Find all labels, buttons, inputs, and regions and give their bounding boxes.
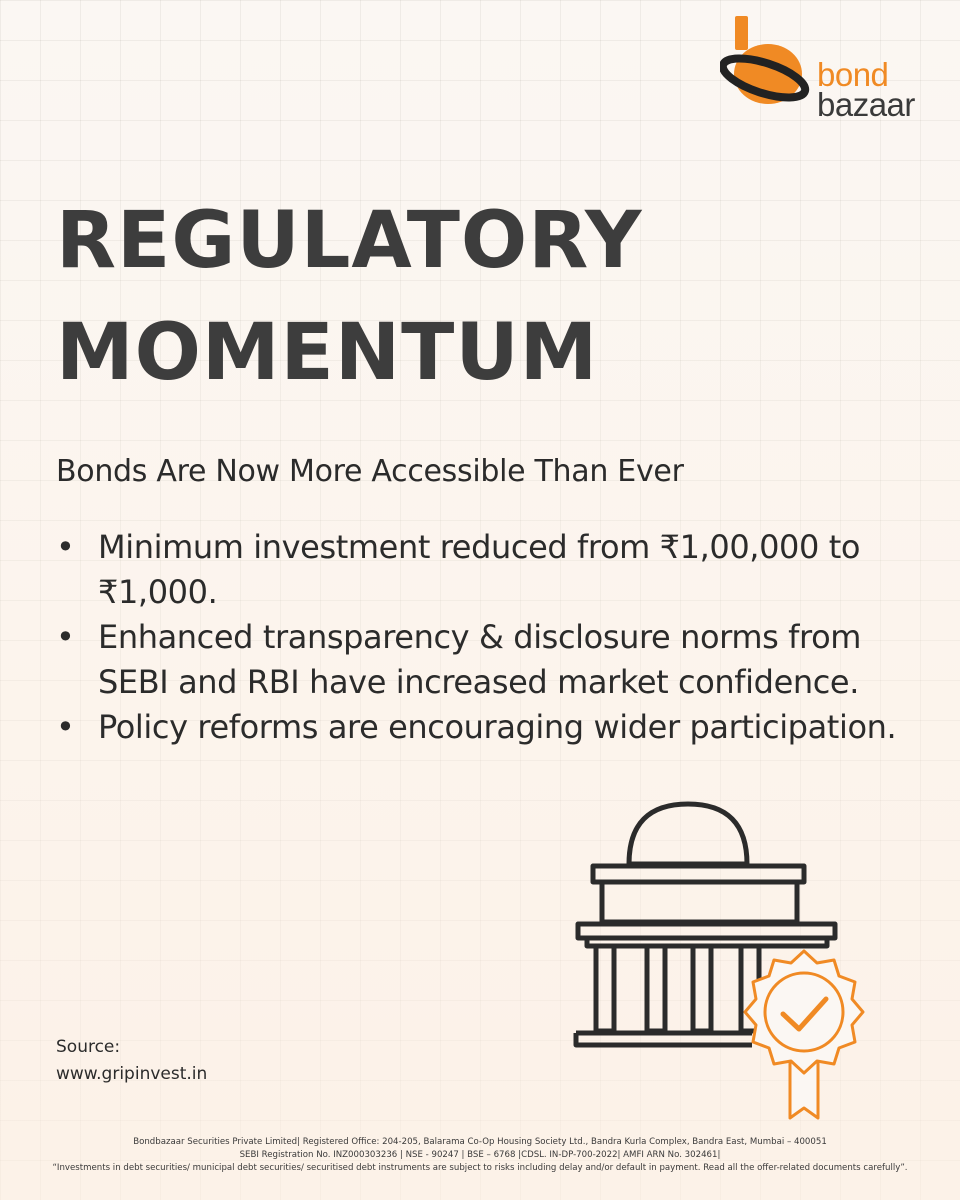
bullet-item bbox=[56, 525, 916, 615]
footer-line-2: SEBI Registration No. INZ000303236 | NSE - 90247 | BSE – 6768 |CDSL. IN-DP-700-2022| AMFI ARN No. 302461| bbox=[239, 1150, 721, 1160]
brand-wordmark-bond: bond bbox=[817, 56, 889, 93]
source-url: www.gripinvest.in bbox=[56, 1064, 208, 1084]
footer-disclaimer bbox=[0, 1136, 960, 1175]
footer-line-1: Bondbazaar Securities Private Limited| Registered Office: 204-205, Balarama Co-Op Housing Society Ltd., Bandra Kurla Complex, Bandra East, Mumbai – 400051 bbox=[133, 1137, 827, 1147]
bullet-text: Policy reforms are encouraging wider participation. bbox=[98, 708, 897, 746]
bullet-dot: • bbox=[56, 528, 75, 566]
illustration bbox=[572, 800, 872, 1125]
footer-line-3: “Investments in debt securities/ municipal debt securities/ securitised debt instruments are subject to risks including delay and/or default in payment. Read all the offer-related documents carefully”. bbox=[52, 1163, 908, 1173]
bullet-list bbox=[56, 525, 916, 750]
brand-logo bbox=[720, 14, 950, 123]
page-title bbox=[56, 185, 643, 409]
bullet-item bbox=[56, 705, 916, 750]
bullet-text: Minimum investment reduced from ₹1,00,000 to ₹1,000. bbox=[98, 528, 861, 611]
bullet-item bbox=[56, 615, 916, 705]
title-line-2: MOMENTUM bbox=[56, 308, 599, 398]
bullet-text: Enhanced transparency & disclosure norms from SEBI and RBI have increased market confidence. bbox=[98, 618, 862, 701]
bullet-dot: • bbox=[56, 708, 75, 746]
certified-badge-icon bbox=[745, 951, 863, 1118]
subtitle: Bonds Are Now More Accessible Than Ever bbox=[56, 454, 684, 489]
source-note bbox=[56, 1034, 207, 1088]
bondbazaar-logo-icon bbox=[720, 14, 820, 114]
source-label: Source: bbox=[56, 1037, 121, 1057]
title-line-1: REGULATORY bbox=[56, 196, 643, 286]
brand-wordmark bbox=[817, 56, 915, 123]
bullet-dot: • bbox=[56, 618, 75, 656]
brand-wordmark-bazaar: bazaar bbox=[817, 86, 915, 123]
